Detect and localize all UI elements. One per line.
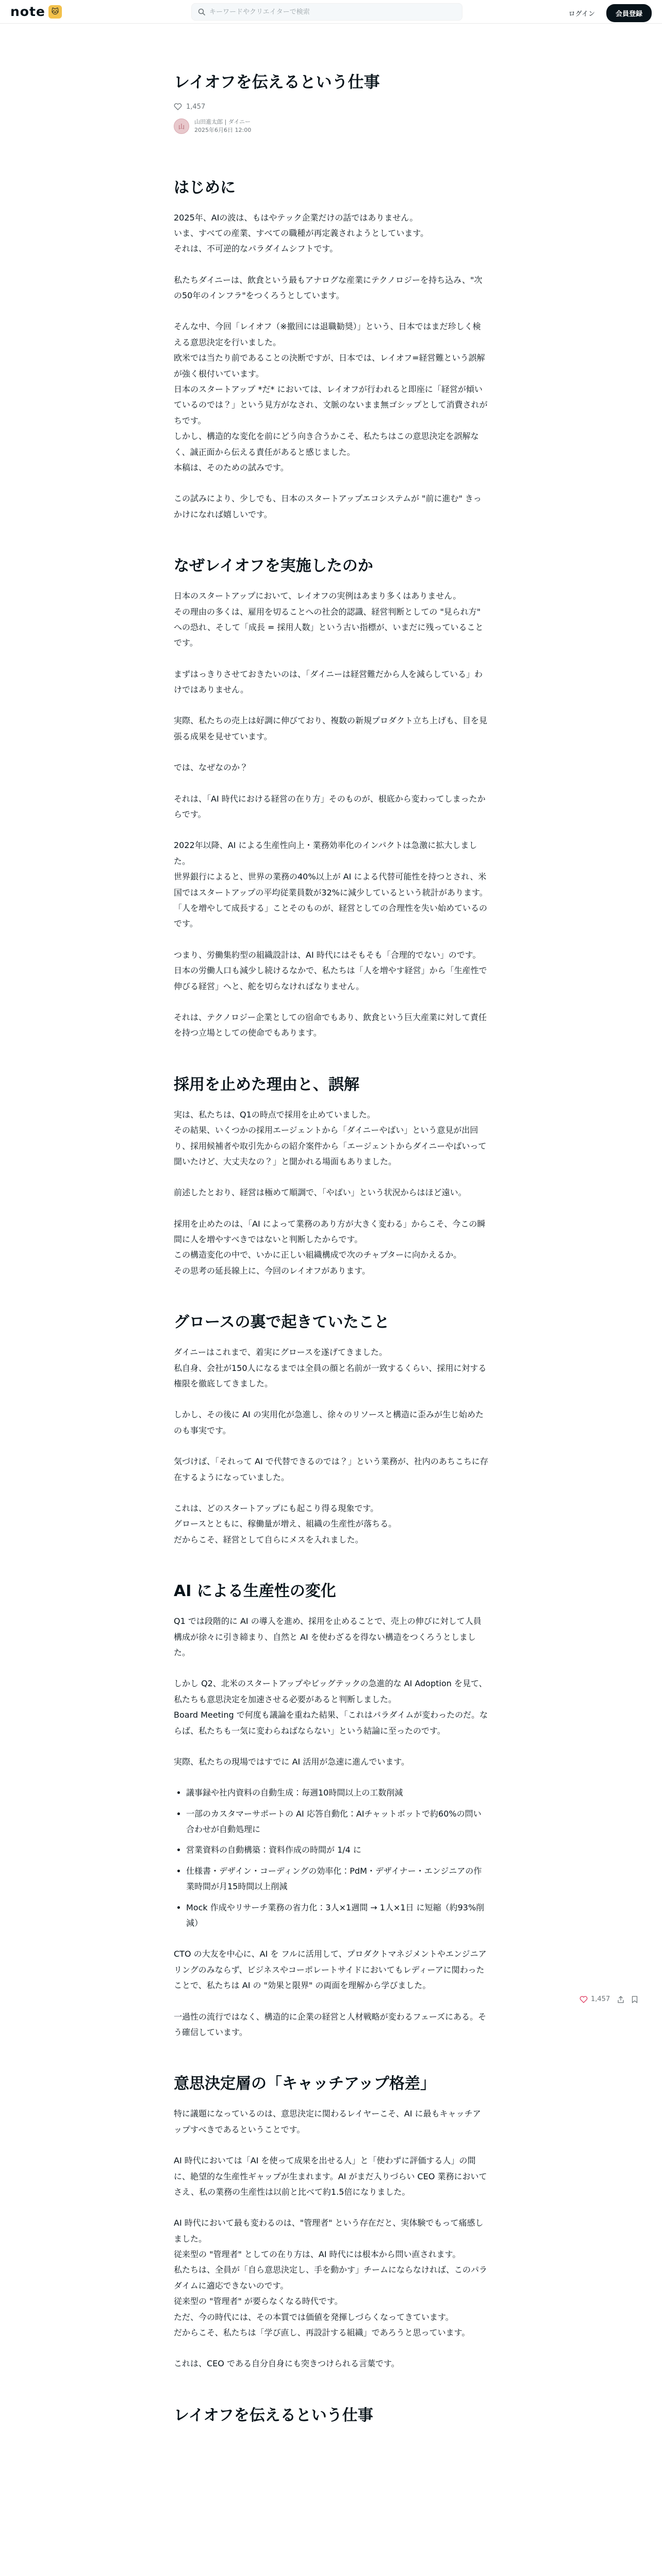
- article-section: [174, 555, 488, 1041]
- section-heading: グロースの裏で起きていたこと: [174, 1313, 390, 1332]
- paragraph: 採用を止めたのは、「AI によって業務のあり方が大きく変わる」からこそ、今この瞬間に人を増やすべきではないと判断したからです。 この構造変化の中で、いかに正しい組織構成で次のチャプターに向かえるか。 その思考の延長線上に、今回のレイオフがあります。: [174, 1218, 486, 1276]
- logo-badge-icon: 🐱: [48, 5, 62, 19]
- section-heading: 意思決定層の「キャッチアップ格差」: [174, 2075, 436, 2093]
- avatar[interactable]: 山: [174, 118, 189, 134]
- section-heading: はじめに: [174, 178, 236, 197]
- section-heading: レイオフを伝えるという仕事: [174, 2406, 373, 2425]
- paragraph: 一過性の流行ではなく、構造的に企業の経営と人材戦略が変わるフェーズにある。そう確信しています。: [174, 2011, 487, 2037]
- article-section: [174, 1074, 488, 1279]
- paragraph: これは、CEO である自分自身にも突きつけられる言葉です。: [174, 2359, 400, 2369]
- login-link[interactable]: ログイン: [568, 10, 595, 18]
- list-item: • 営業資料の自動構築：資料作成の時間が 1/4 に: [186, 1842, 488, 1858]
- search-icon: [198, 8, 205, 15]
- paragraph: 特に議題になっているのは、意思決定に関わるレイヤーこそ、AI に最もキャッチアップすべきであるということです。: [174, 2109, 481, 2134]
- like-count: 1,457: [186, 103, 206, 111]
- paragraph: この試みにより、少しでも、日本のスタートアップエコシステムが "前に進む" きっかけになれば嬉しいです。: [174, 494, 482, 519]
- paragraph: しかし Q2、北米のスタートアップやビッグテックの急進的な AI Adoption を見て、私たちも意思決定を加速させる必要があると判断しました。 Board Meeting で何度も議論を重ねた結果、「これはパラダイムが変わったのだ。ならば、私たちも一気に変わらねばならない」という結論に至ったのです。: [174, 1679, 488, 1736]
- paragraph: それは、テクノロジー企業としての宿命でもあり、飲食という巨大産業に対して責任を持つ立場としての使命でもあります。: [174, 1012, 487, 1038]
- article: [174, 71, 488, 2438]
- paragraph: CTO の大友を中心に、AI を フルに活用して、プロダクトマネジメントやエンジニアリングのみならず、ビジネスやコーポレートサイドにおいてもレディーアに関わったことで、私たちは AI の "効果と限界" の両面を理解から学びました。: [174, 1949, 487, 1991]
- logo[interactable]: [10, 4, 62, 19]
- section-heading: AI による生産性の変化: [174, 1582, 336, 1601]
- paragraph: ダイニーはこれまで、着実にグロースを遂げてきました。 私自身、会社が150人になるまでは全員の顔と名前が一致するくらい、採用に対する権限を徹底してきました。: [174, 1347, 487, 1389]
- floating-like-button[interactable]: [580, 1995, 610, 2003]
- share-icon[interactable]: [617, 1996, 624, 2003]
- floating-action-bar: [580, 1995, 638, 2003]
- paragraph: では、なぜなのか？: [174, 762, 249, 773]
- publish-date: 2025年6月6日 12:00: [194, 127, 252, 133]
- paragraph: まずはっきりさせておきたいのは、「ダイニーは経営難だから人を減らしている」わけではありません。: [174, 669, 483, 695]
- paragraph: 2025年、AIの波は、もはやテック企業だけの話ではありません。 いま、すべての産業、すべての職種が再定義されようとしています。 それは、不可逆的なパラダイムシフトです。: [174, 212, 429, 254]
- article-section: [174, 2405, 488, 2427]
- paragraph: つまり、労働集約型の組織設計は、AI 時代にはそもそも「合理的でない」のです。 日本の労働人口も減少し続けるなかで、私たちは「人を増やす経営」から「生産性で伸びる経営」へと、舵を切らなければなりません。: [174, 950, 487, 991]
- paragraph: 前述したとおり、経営は極めて順調で、「やばい」という状況からはほど遠い。: [174, 1188, 467, 1198]
- list-item: • 仕様書・デザイン・コーディングの効率化：PdM・デザイナー・エンジニアの作業時間が月15時間以上削減: [186, 1863, 488, 1895]
- paragraph: 日本のスタートアップにおいて、レイオフの実例はあまり多くはありません。 その理由の多くは、雇用を切ることへの社会的認識、経営判断としての "見られ方" への恐れ、そして「成長 = 採用人数」という古い指標が、いまだに残っていることです。: [174, 591, 484, 648]
- paragraph: 私たちダイニーは、飲食という最もアナログな産業にテクノロジーを持ち込み、"次の50年のインフラ"をつくろうとしています。: [174, 275, 483, 301]
- search-input[interactable]: [209, 8, 456, 16]
- like-row: [174, 103, 488, 111]
- article-section: [174, 177, 488, 523]
- article-body: [174, 177, 488, 2427]
- paragraph: Q1 では段階的に AI の導入を進め、採用を止めることで、売上の伸びに対して人員構成が徐々に引き締まり、自然と AI を使わざるを得ない構造をつくろうとしました。: [174, 1616, 482, 1657]
- section-heading: なぜレイオフを実施したのか: [174, 557, 373, 575]
- bookmark-icon[interactable]: [632, 1996, 638, 2003]
- site-header: [0, 0, 662, 24]
- paragraph: そんな中、今回「レイオフ（※撤回には退職勧奨）」という、日本ではまだ珍しく検える意思決定を行いました。 欧米では当たり前であることの決断ですが、日本では、レイオフ=経営難という誤解が強く根付いています。 日本のスタートアップ *だ* においては、レイオフが行われると即座に「経営が傾いているのでは？」という見方がなされ、文脈のないまま無ゴシップとして消費されがちです。 しかし、構造的な変化を前にどう向き合うかこそ、私たちはこの意思決定を誤解なく、誠正面から伝える責任があると感じました。 本稿は、そのための試みです。: [174, 321, 488, 472]
- author-name[interactable]: 山田進太郎 | ダイニー: [194, 118, 251, 125]
- heart-icon[interactable]: [174, 103, 182, 110]
- paragraph: それは、「AI 時代における経営の在り方」そのものが、根底から変わってしまったからです。: [174, 793, 486, 820]
- paragraph: AI 時代においては「AI を使って成果を出せる人」と「使わずに評価する人」の間に、絶望的な生産性ギャップが生まれます。AI がまだ入りづらい CEO 業務においてさえ、私の業務の生産性は以前と比べて約1.5倍になりました。: [174, 2156, 487, 2197]
- article-title: レイオフを伝えるという仕事: [174, 73, 380, 92]
- paragraph: AI 時代において最も変わるのは、"管理者" という存在だと、実体験でもって痛感しました。 従来型の "管理者" としての在り方は、AI 時代には根本から問い直されます。 私たちは、全員が「自ら意思決定し、手を動かす」チームにならなければ、このパラダイムに適応できないのです。 従来型の "管理者" が要らなくなる時代です。 ただ、今の時代には、その本質では価値を発揮しづらくなってきています。 だからこそ、私たちは「学び直し、再設計する組織」であろうと思っています。: [174, 2218, 488, 2338]
- paragraph: 2022年以降、AI による生産性向上・業務効率化のインパクトは急激に拡大しました。 世界銀行によると、世界の業務の40%以上が AI による代替可能性を持つとされ、米国ではスタートアップの平均従業員数が32%に減少しているという統計があります。 「人を増やして成長する」ことそのものが、経営としての合理性を失い始めているのです。: [174, 840, 488, 929]
- paragraph: 実は、私たちは、Q1の時点で採用を止めていました。 その結果、いくつかの採用エージェントから「ダイニーやばい」という意見が出回り、採用候補者や取引先からの紹介案件から「エージェントからダイニーやばいって聞いたけど、大丈夫なの？」と聞かれる場面もありました。: [174, 1109, 487, 1166]
- bullet-list: [186, 1785, 488, 1931]
- author-row[interactable]: [174, 118, 488, 135]
- header-actions: [565, 4, 652, 22]
- logo-text[interactable]: note: [10, 4, 45, 19]
- list-item: • 一部のカスタマーサポートの AI 応答自動化：AIチャットボットで約60%の問い合わせが自動処理に: [186, 1806, 488, 1838]
- paragraph: 実際、私たちの売上は好調に伸びており、複数の新規プロダクト立ち上げも、目を見張る成果を見せています。: [174, 716, 488, 741]
- article-section: [174, 1581, 488, 2040]
- article-section: [174, 1312, 488, 1548]
- section-heading: 採用を止めた理由と、誤解: [174, 1075, 359, 1094]
- search-box[interactable]: [191, 3, 462, 21]
- paragraph: 実際、私たちの現場ではすでに AI 活用が急速に進んでいます。: [174, 1756, 410, 1767]
- heart-icon: [580, 1996, 588, 2003]
- signup-button[interactable]: 会員登録: [606, 4, 652, 22]
- paragraph: これは、どのスタートアップにも起こり得る現象です。 グロースとともに、稼働量が増え、組織の生産性が落ちる。 だからこそ、経営として自らにメスを入れました。: [174, 1503, 397, 1545]
- author-meta: [194, 118, 251, 135]
- floating-like-count: 1,457: [591, 1995, 610, 2003]
- paragraph: 気づけば、「それって AI で代替できるのでは？」という業務が、社内のあちこちに存在するようになっていました。: [174, 1456, 488, 1482]
- paragraph: しかし、その後に AI の実用化が急進し、徐々のリソースと構造に歪みが生じ始めたのも事実です。: [174, 1410, 484, 1435]
- article-section: [174, 2073, 488, 2371]
- list-item: • Mock 作成やリサーチ業務の省力化：3人×1週間 → 1人×1日 に短縮（約93%削減）: [186, 1900, 488, 1931]
- list-item: • 議事録や社内資料の自動生成：毎週10時間以上の工数削減: [186, 1785, 488, 1801]
